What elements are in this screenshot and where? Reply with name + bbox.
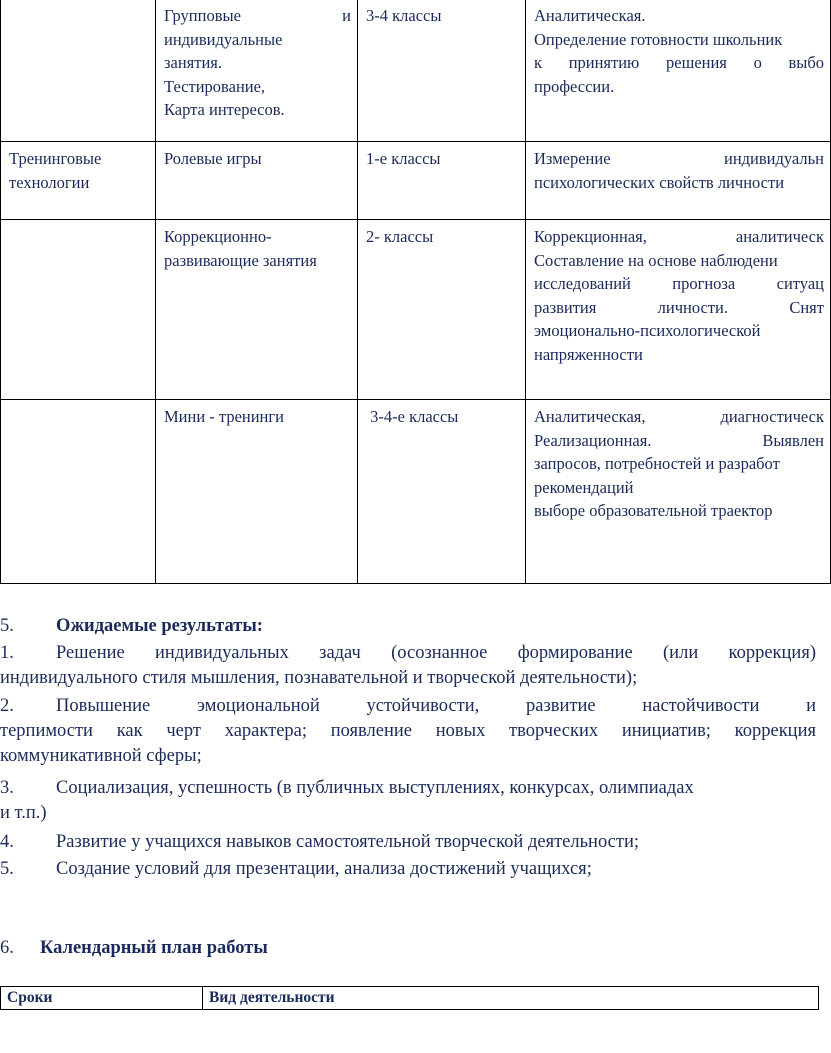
section-number: 5. <box>0 616 14 636</box>
section-number: 6. <box>0 938 14 958</box>
form-cell: Ролевые игры <box>156 142 358 220</box>
item-text: Развитие у учащихся навыков самостоятельной творческой деятельности; <box>56 832 640 852</box>
section-title: Календарный план работы <box>40 938 268 958</box>
item-text: и т.п.) <box>0 803 47 823</box>
table-row <box>1 0 831 142</box>
technology-cell: Тренинговые технологии <box>1 142 156 220</box>
item-text: терпимости как черт характера; появление новых творческих инициатив; коррекция <box>0 721 816 741</box>
form-line: Групповые <box>164 6 241 25</box>
item-number: 2. <box>0 696 14 716</box>
goal-line: эмоционально-психологической <box>534 321 761 340</box>
calendar-table <box>0 986 819 1010</box>
form-line: Коррекционно- <box>164 227 272 246</box>
form-cell: Мини - тренинги <box>156 400 358 584</box>
item-text: Социализация, успешность (в публичных выступлениях, конкурсах, олимпиадах <box>56 778 694 798</box>
grade-cell: 1-е классы <box>358 142 526 220</box>
form-cell <box>156 0 358 142</box>
goal-line: запросов, потребностей и разработ <box>534 454 780 473</box>
goal-line: выборе образовательной траектор <box>534 501 773 520</box>
goal-line: Аналитическая. <box>534 6 646 25</box>
item-number: 1. <box>0 643 14 663</box>
table-row <box>1 220 831 400</box>
form-line: индивидуальные <box>164 29 283 49</box>
table-row <box>1 400 831 584</box>
goal-cell: Аналитическая. Определение готовности школьник к принятию решения о выбо профессии. <box>526 0 831 142</box>
grade-cell: 3-4-е классы <box>358 400 526 584</box>
table-header-row <box>1 987 819 1010</box>
form-line: Тестирование, <box>164 76 266 96</box>
goal-cell: Коррекционная, аналитическ Составление на основе наблюдени исследований прогноза ситуац развития личности. Снят эмоционально-психологической напряженности <box>526 220 831 400</box>
goal-cell: Аналитическая, диагностическ Реализационная. Выявлен запросов, потребностей и разработ рекомендаций выборе образовательной траектор <box>526 400 831 584</box>
item-number: 5. <box>0 859 14 879</box>
form-line: и <box>342 6 351 25</box>
goal-line: напряженности <box>534 344 643 364</box>
list-item <box>0 857 816 882</box>
item-text: Создание условий для презентации, анализа достижений учащихся; <box>56 859 592 879</box>
goal-line: рекомендаций <box>534 477 634 497</box>
item-text: коммуникативной сферы; <box>0 746 202 766</box>
item-text: индивидуального стиля мышления, познавательной и творческой деятельности); <box>0 668 638 688</box>
goal-line: Составление на основе наблюдени <box>534 250 778 270</box>
goal-cell: Измерение индивидуальн психологических свойств личности <box>526 142 831 220</box>
column-header: Вид деятельности <box>203 987 819 1010</box>
section-title: Ожидаемые результаты: <box>56 616 263 636</box>
list-item <box>0 641 816 691</box>
section-heading-plan <box>0 936 816 961</box>
goal-line: профессии. <box>534 76 615 96</box>
item-text: Повышение эмоциональной устойчивости, развитие настойчивости и <box>56 696 816 716</box>
technology-cell <box>1 0 156 142</box>
item-number: 3. <box>0 778 14 798</box>
column-header: Сроки <box>1 987 203 1010</box>
form-cell <box>156 220 358 400</box>
form-line: Карта интересов. <box>164 100 285 119</box>
form-line: развивающие занятия <box>164 250 317 270</box>
technology-cell <box>1 220 156 400</box>
list-item <box>0 694 816 769</box>
list-item <box>0 830 816 855</box>
section-heading-results <box>0 614 816 639</box>
form-line: занятия. <box>164 53 223 72</box>
table-row <box>1 142 831 220</box>
goal-line: психологических свойств личности <box>534 172 785 192</box>
grade-cell: 2- классы <box>358 220 526 400</box>
grade-cell: 3-4 классы <box>358 0 526 142</box>
item-text: Решение индивидуальных задач (осознанное формирование (или коррекция) <box>56 643 816 663</box>
item-number: 4. <box>0 832 14 852</box>
technology-cell <box>1 400 156 584</box>
list-item <box>0 776 816 826</box>
goal-line: Определение готовности школьник <box>534 29 783 49</box>
